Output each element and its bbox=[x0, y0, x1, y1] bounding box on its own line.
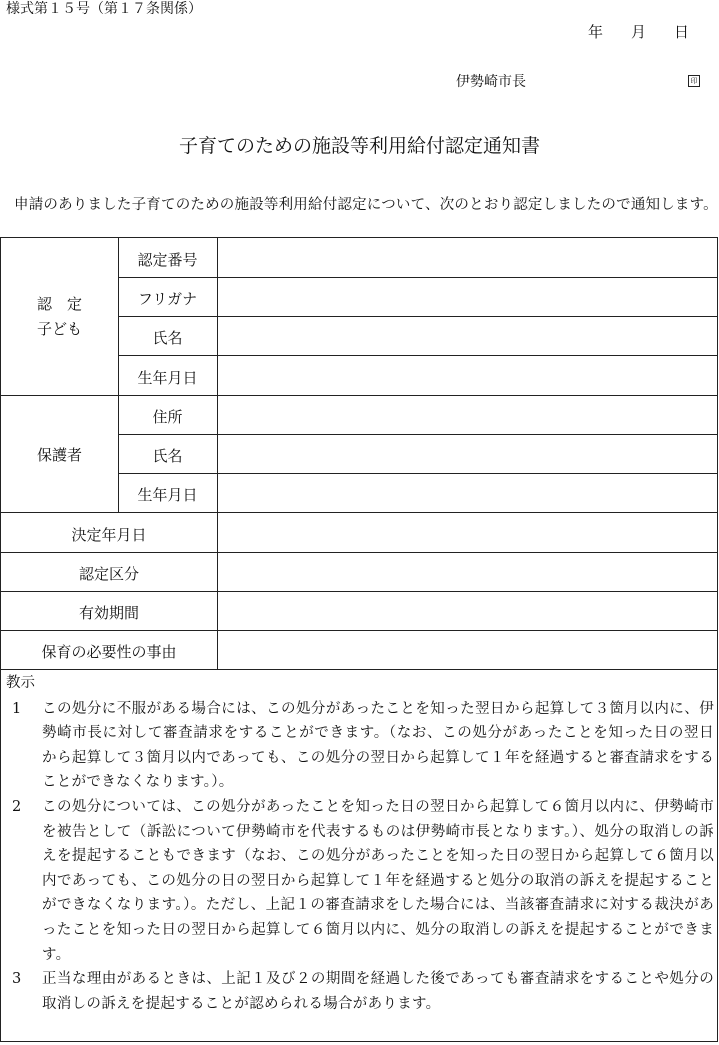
notice-item-2 bbox=[6, 795, 714, 967]
issuer-name: 伊勢崎市長 bbox=[456, 74, 526, 90]
form-number: 様式第１５号（第１７条関係） bbox=[6, 1, 202, 17]
notice-item-1-text: この処分に不服がある場合には、この処分があったことを知った翌日から起算して３箇月以内に、伊勢崎市長に対して審査請求をすることができます。（なお、この処分があったことを知った日の翌日から起算して３箇月以内であっても、この処分の翌日から起算して１年を経過すると審査請求をすることができなくなります。）。 bbox=[42, 700, 714, 791]
category-field[interactable] bbox=[218, 553, 718, 591]
notice-item-1-number: 1 bbox=[12, 700, 22, 717]
notice-item-1 bbox=[6, 697, 714, 795]
guardian-birthdate-field[interactable] bbox=[218, 474, 718, 512]
date-year-label: 年 bbox=[588, 23, 604, 41]
child-birthdate-field[interactable] bbox=[218, 356, 718, 395]
guardian-name-label: 氏名 bbox=[152, 447, 183, 465]
child-furigana-label: フリガナ bbox=[137, 290, 198, 308]
category-label: 認定区分 bbox=[78, 565, 139, 583]
guardian-name-field[interactable] bbox=[218, 435, 718, 473]
seal-stamp-mark: 印 bbox=[688, 75, 700, 87]
child-group-line2: 子ども bbox=[36, 320, 82, 338]
notice-item-2-number: 2 bbox=[12, 798, 22, 815]
notice-item-3-text: 正当な理由があるときは、上記１及び２の期間を経過した後であっても審査請求をすることや処分の取消しの訴えを提起することが認められる場合があります。 bbox=[42, 971, 714, 1012]
cert-number-field[interactable] bbox=[218, 238, 718, 277]
guardian-address-field[interactable] bbox=[218, 396, 718, 434]
document-title: 子育てのための施設等利用給付認定通知書 bbox=[178, 135, 540, 157]
intro-text: 申請のありました子育てのための施設等利用給付認定について、次のとおり認定しましたので通知します。 bbox=[14, 197, 718, 213]
child-group-label bbox=[1, 292, 118, 342]
necessity-reason-field[interactable] bbox=[218, 631, 718, 669]
child-group-line1: 認 定 bbox=[36, 295, 82, 313]
guardian-group-label: 保護者 bbox=[36, 446, 82, 464]
child-birthdate-label: 生年月日 bbox=[137, 369, 198, 387]
appeal-notice bbox=[6, 671, 714, 1016]
cert-number-label: 認定番号 bbox=[137, 251, 198, 269]
necessity-reason-label: 保育の必要性の事由 bbox=[41, 643, 177, 661]
valid-period-label: 有効期間 bbox=[78, 604, 139, 622]
date-day-label: 日 bbox=[674, 23, 690, 41]
notice-heading: 教示 bbox=[6, 675, 35, 691]
date-month-label: 月 bbox=[631, 23, 647, 41]
valid-period-field[interactable] bbox=[218, 592, 718, 630]
child-name-label: 氏名 bbox=[152, 329, 183, 347]
decision-date-field[interactable] bbox=[218, 513, 718, 552]
guardian-birthdate-label: 生年月日 bbox=[137, 486, 198, 504]
child-name-field[interactable] bbox=[218, 317, 718, 355]
notice-item-2-text: この処分については、この処分があったことを知った日の翌日から起算して６箇月以内に、伊勢崎市を被告として（訴訟について伊勢崎市を代表するものは伊勢崎市長となります。）、処分の取消しの訴えを提起することもできます（なお、この処分があったことを知った日の翌日から起算して６箇月以内であっても、この処分の日の翌日から起算して１年を経過すると処分の取消の訴えを提起することができなくなります。）。ただし、上記１の審査請求をした場合には、当該審査請求に対する裁決があったことを知った日の翌日から起算して６箇月以内に、処分の取消しの訴えを提起することができます。 bbox=[42, 798, 714, 963]
guardian-address-label: 住所 bbox=[152, 408, 183, 426]
date-line bbox=[588, 21, 689, 42]
decision-date-label: 決定年月日 bbox=[71, 526, 147, 544]
notice-item-3-number: 3 bbox=[12, 971, 22, 988]
notice-item-3 bbox=[6, 967, 714, 1016]
child-furigana-field[interactable] bbox=[218, 278, 718, 316]
